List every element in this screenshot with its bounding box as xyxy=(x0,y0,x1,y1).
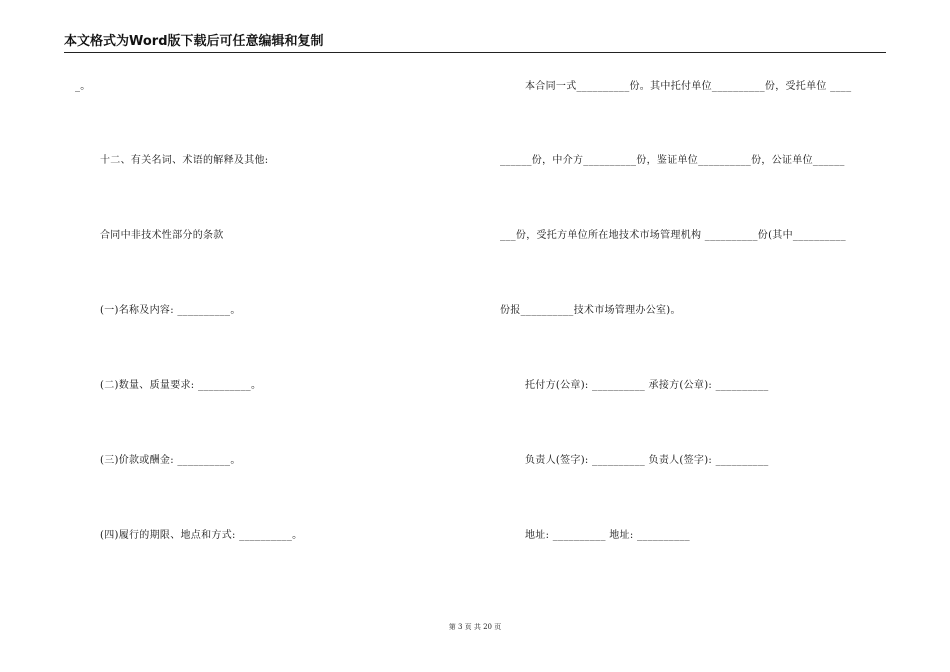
copies-line-2: ______份，中介方__________份，鉴证单位__________份，公证单位______ xyxy=(500,155,845,166)
copies-line-4: 份报__________技术市场管理办公室)。 xyxy=(500,305,681,316)
clause-price-fee: (三)价款或酬金: __________。 xyxy=(100,455,241,466)
signature-line: 负责人(签字): __________ 负责人(签字): __________ xyxy=(525,455,769,466)
address-line: 地址: __________ 地址: __________ xyxy=(525,530,690,541)
left-line-trailing-blank: _。 xyxy=(75,81,91,92)
clause-name-content: (一)名称及内容: __________。 xyxy=(100,305,241,316)
copies-line-3: ___份，受托方单位所在地技术市场管理机构 __________份(其中__________ xyxy=(500,230,846,241)
page-header xyxy=(64,34,886,53)
section-twelve-heading: 十二、有关名词、术语的解释及其他: xyxy=(100,155,269,166)
header-title: 本文格式为Word版下载后可任意编辑和复制 xyxy=(64,34,324,49)
copies-line-1: 本合同一式__________份。其中托付单位__________份，受托单位 ____ xyxy=(525,81,852,92)
non-technical-clauses-heading: 合同中非技术性部分的条款 xyxy=(100,230,224,241)
page-number: 第 3 页 共 20 页 xyxy=(448,623,502,631)
seal-line: 托付方(公章): __________ 承接方(公章): __________ xyxy=(525,380,769,391)
clause-performance-terms: (四)履行的期限、地点和方式: __________。 xyxy=(100,530,303,541)
clause-quantity-quality: (二)数量、质量要求: __________。 xyxy=(100,380,262,391)
